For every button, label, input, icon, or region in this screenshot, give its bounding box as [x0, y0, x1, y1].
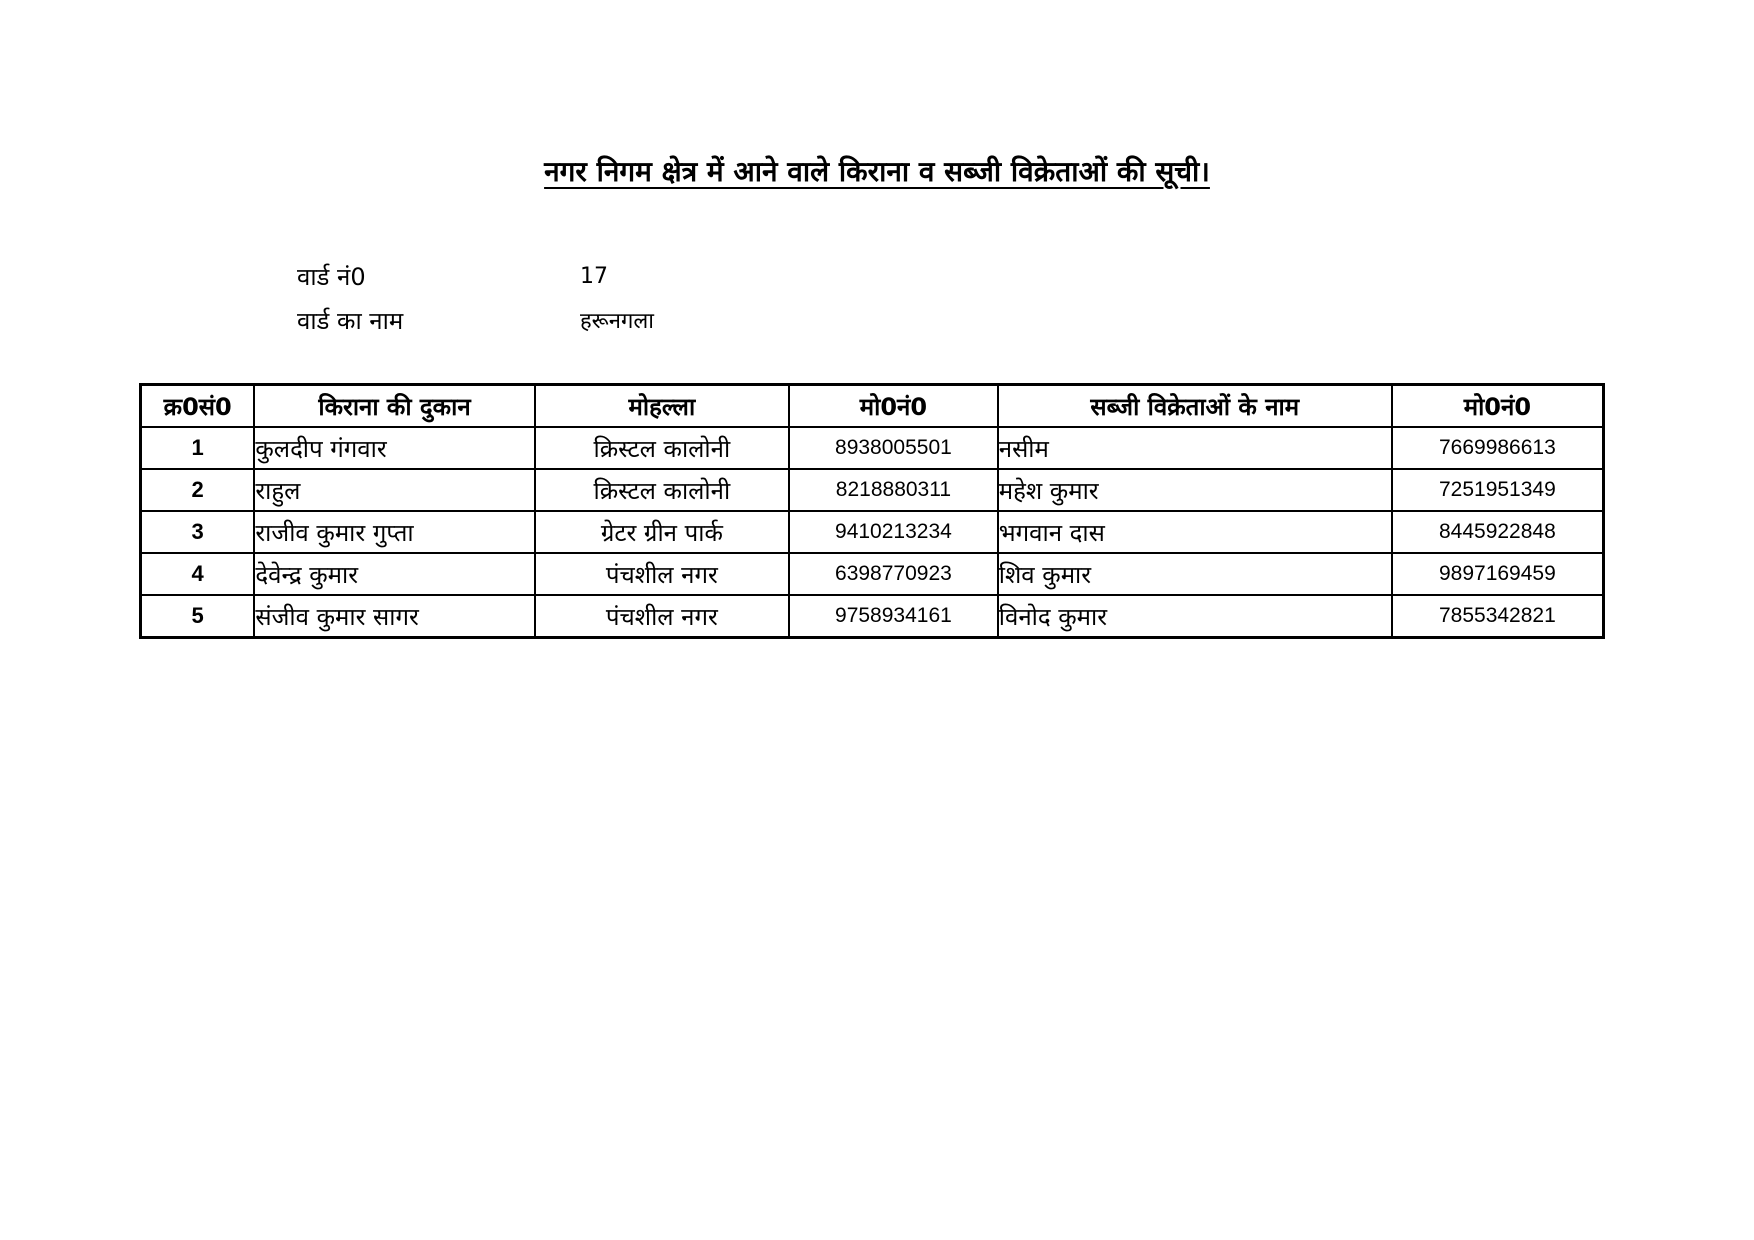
vendor-name-cell: भगवान दास: [998, 511, 1392, 553]
serial-cell: 4: [141, 553, 255, 595]
ward-name-row: [297, 298, 654, 342]
serial-cell: 2: [141, 469, 255, 511]
table-row: [141, 469, 1604, 511]
serial-cell: 1: [141, 427, 255, 469]
shop-name-cell: राहुल: [254, 469, 534, 511]
header-locality: मोहल्ला: [535, 385, 789, 428]
ward-name-label: वार्ड का नाम: [297, 306, 404, 335]
locality-cell: क्रिस्टल कालोनी: [535, 427, 789, 469]
vendor-name-cell: विनोद कुमार: [998, 595, 1392, 638]
shop-phone-cell: 9758934161: [789, 595, 998, 638]
vendor-name-cell: नसीम: [998, 427, 1392, 469]
shop-phone-cell: 6398770923: [789, 553, 998, 595]
table-row: [141, 595, 1604, 638]
shop-phone-cell: 9410213234: [789, 511, 998, 553]
vendor-phone-cell: 8445922848: [1392, 511, 1604, 553]
shop-name-cell: देवेन्द्र कुमार: [254, 553, 534, 595]
shop-phone-cell: 8218880311: [789, 469, 998, 511]
vendor-phone-cell: 7251951349: [1392, 469, 1604, 511]
shop-name-cell: राजीव कुमार गुप्ता: [254, 511, 534, 553]
ward-name-value: हरूनगला: [580, 309, 654, 334]
table-row: [141, 427, 1604, 469]
serial-cell: 3: [141, 511, 255, 553]
shop-phone-cell: 8938005501: [789, 427, 998, 469]
header-serial: क्र0सं0: [141, 385, 255, 428]
header-shop-mobile: मो0नं0: [789, 385, 998, 428]
vendor-name-cell: महेश कुमार: [998, 469, 1392, 511]
locality-cell: पंचशील नगर: [535, 595, 789, 638]
vendor-phone-cell: 9897169459: [1392, 553, 1604, 595]
ward-number-value: 17: [580, 263, 608, 289]
header-vegetable-vendor: सब्जी विक्रेताओं के नाम: [998, 385, 1392, 428]
page-title-text: नगर निगम क्षेत्र में आने वाले किराना व सब्जी विक्रेताओं की सूची।: [544, 155, 1210, 188]
ward-number-label: वार्ड नं0: [297, 262, 366, 291]
ward-number-row: [297, 254, 654, 298]
vendor-table: [139, 383, 1605, 639]
header-vendor-mobile: मो0नं0: [1392, 385, 1604, 428]
vendor-name-cell: शिव कुमार: [998, 553, 1392, 595]
shop-name-cell: संजीव कुमार सागर: [254, 595, 534, 638]
locality-cell: ग्रेटर ग्रीन पार्क: [535, 511, 789, 553]
vendor-phone-cell: 7855342821: [1392, 595, 1604, 638]
shop-name-cell: कुलदीप गंगवार: [254, 427, 534, 469]
ward-info: [297, 254, 654, 342]
table-row: [141, 511, 1604, 553]
table-header-row: [141, 385, 1604, 428]
locality-cell: पंचशील नगर: [535, 553, 789, 595]
locality-cell: क्रिस्टल कालोनी: [535, 469, 789, 511]
serial-cell: 5: [141, 595, 255, 638]
table-row: [141, 553, 1604, 595]
page-title: [0, 152, 1754, 190]
header-grocery-shop: किराना की दुकान: [254, 385, 534, 428]
vendor-phone-cell: 7669986613: [1392, 427, 1604, 469]
